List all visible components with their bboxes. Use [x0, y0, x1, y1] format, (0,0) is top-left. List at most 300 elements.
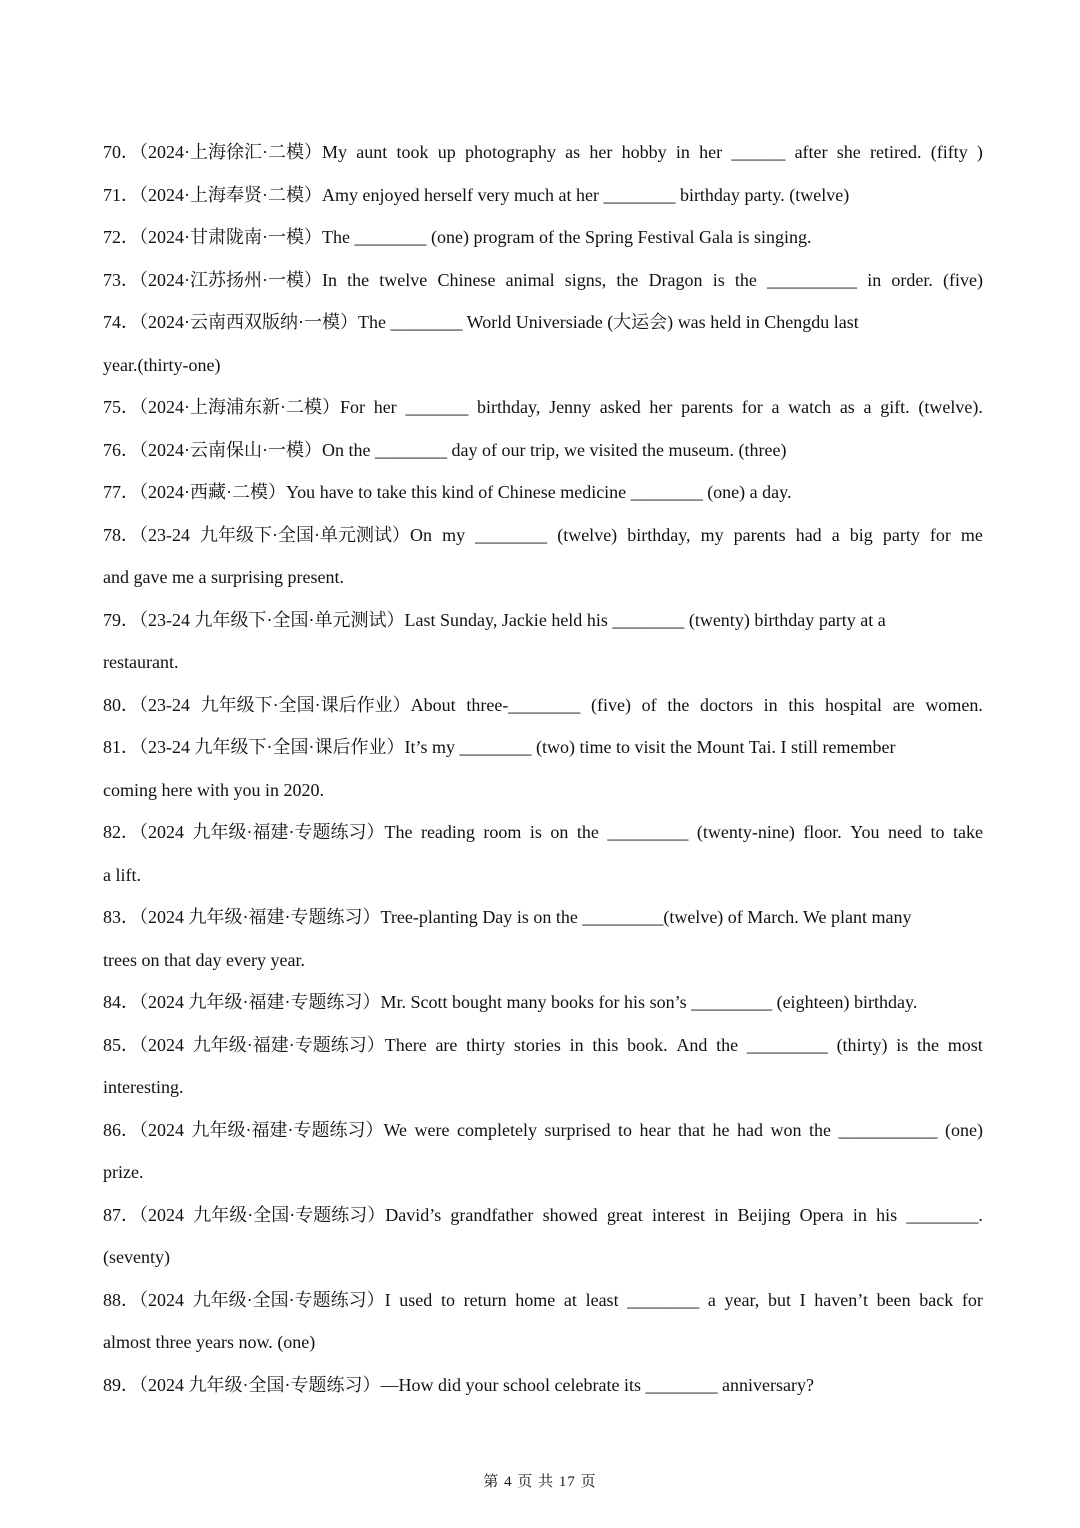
- question-word: ________: [627, 1289, 700, 1310]
- question-word: on: [550, 822, 569, 842]
- question-word: a: [749, 482, 763, 502]
- question-word: of: [538, 227, 559, 247]
- question-word: have: [319, 482, 359, 502]
- question-word: for: [929, 524, 951, 545]
- question-word: coming: [103, 779, 162, 800]
- question-word: need: [887, 822, 922, 842]
- question-word: 75．（2024·上海浦东新·二模）For: [103, 397, 365, 417]
- question-word: Tai.: [748, 737, 781, 757]
- question-word: party: [882, 524, 920, 545]
- question-word: books: [551, 992, 599, 1012]
- question-line: [103, 1024, 983, 1067]
- question-word: on: [533, 907, 556, 927]
- question-word: back: [919, 1289, 954, 1310]
- question-word: bought: [452, 992, 507, 1012]
- question-word: his: [624, 992, 650, 1012]
- question-line: [103, 216, 983, 259]
- question-word: was: [677, 312, 711, 332]
- question-word: at: [563, 1289, 577, 1310]
- question-word: _________(twelve): [582, 907, 728, 927]
- question-word: Mount: [696, 737, 749, 757]
- question-word: remember: [822, 737, 896, 757]
- question-item: [103, 1279, 983, 1364]
- question-word: Beijing: [737, 1204, 791, 1225]
- question-word: hospital: [825, 694, 883, 715]
- question-word: Festival: [637, 227, 699, 247]
- question-word: ________: [630, 482, 708, 502]
- question-word: World: [466, 312, 516, 332]
- question-word: birthday,: [477, 397, 541, 417]
- question-word: me: [960, 524, 983, 545]
- question-word: three: [155, 1332, 196, 1352]
- question-word: gave: [133, 567, 172, 587]
- question-word: (one): [945, 1119, 983, 1140]
- question-word: the: [348, 439, 375, 460]
- question-word: most: [947, 1034, 983, 1055]
- question-word: day.: [762, 482, 792, 502]
- question-item: [103, 811, 983, 896]
- question-item: [103, 1364, 983, 1407]
- question-word: time: [579, 737, 617, 757]
- question-word: 九年级下·全国·单元测试）On: [200, 524, 433, 545]
- question-word: ________.: [906, 1204, 983, 1225]
- question-word: signs,: [564, 269, 607, 290]
- question-line: [103, 1364, 983, 1407]
- question-word: interesting.: [103, 1077, 184, 1097]
- question-word: she: [836, 142, 861, 162]
- question-word: showed: [542, 1204, 598, 1225]
- question-word: many: [506, 992, 552, 1012]
- question-word: her: [649, 397, 673, 417]
- question-word: (fifty: [930, 142, 968, 162]
- question-word: party: [818, 609, 861, 630]
- question-word: Scott: [410, 992, 453, 1012]
- question-word: after: [794, 142, 828, 162]
- question-word: her: [699, 142, 723, 162]
- question-word: now.: [238, 1332, 278, 1352]
- question-word: birthday.: [854, 992, 918, 1012]
- question-word: great: [606, 1204, 643, 1225]
- question-list: [103, 131, 983, 1406]
- question-word: 九年级下·全国·单元测试）Last: [194, 609, 440, 630]
- question-line: [103, 981, 983, 1024]
- question-word: to: [618, 1119, 633, 1140]
- question-item: [103, 216, 983, 259]
- question-word: year.: [270, 949, 305, 970]
- question-word: 80．（23-24: [103, 694, 190, 715]
- question-item: [103, 1194, 983, 1279]
- question-word: at: [558, 184, 576, 205]
- question-word: big: [849, 524, 873, 545]
- question-word: 86．（2024: [103, 1119, 184, 1140]
- question-word: lift.: [115, 864, 141, 885]
- question-word: home: [515, 1289, 556, 1310]
- question-word: (one): [430, 227, 474, 247]
- question-word: her: [589, 142, 613, 162]
- question-line: [103, 131, 983, 174]
- question-word: at: [860, 609, 878, 630]
- question-word: asked: [599, 397, 641, 417]
- question-word: enjoyed: [362, 184, 424, 205]
- question-word: visited: [589, 439, 642, 460]
- question-word: as: [839, 397, 855, 417]
- question-word: the: [667, 694, 690, 715]
- question-word: 九年级·福建·专题练习）There: [192, 1034, 427, 1055]
- question-word: anniversary?: [721, 1374, 814, 1395]
- question-word: his: [586, 609, 613, 630]
- question-word: in: [265, 779, 284, 800]
- question-word: to: [440, 1289, 455, 1310]
- question-word: of: [641, 694, 657, 715]
- question-word: We: [802, 907, 831, 927]
- question-word: 九年级下·全国·课后作业）It’s: [194, 737, 432, 757]
- question-word: his: [876, 1204, 898, 1225]
- question-word: (five): [943, 269, 983, 290]
- question-word: celebrate: [554, 1374, 624, 1395]
- question-word: in: [569, 1034, 584, 1055]
- question-word: son’s: [649, 992, 692, 1012]
- question-word: used: [399, 1289, 433, 1310]
- question-line: [103, 301, 983, 344]
- question-word: Day: [482, 907, 517, 927]
- question-word: in: [867, 269, 882, 290]
- question-line: [103, 1236, 983, 1279]
- question-word: is: [896, 1034, 909, 1055]
- question-word: for: [741, 397, 763, 417]
- question-word: completely: [457, 1119, 537, 1140]
- question-word: parents: [681, 397, 734, 417]
- question-word: and: [103, 567, 134, 587]
- question-line: [103, 599, 983, 642]
- question-word: a: [877, 609, 886, 630]
- question-word: is: [529, 822, 542, 842]
- question-word: many: [871, 907, 912, 927]
- question-line: [103, 471, 983, 514]
- question-word: that: [163, 949, 196, 970]
- question-word: been: [876, 1289, 911, 1310]
- question-item: [103, 301, 983, 386]
- question-word: the: [616, 269, 639, 290]
- question-word: photography: [464, 142, 556, 162]
- question-word: the: [734, 269, 757, 290]
- question-word: (大运会): [607, 312, 678, 332]
- question-word: ___________: [838, 1119, 938, 1140]
- question-word: order.: [891, 269, 933, 290]
- question-word: held: [710, 312, 746, 332]
- question-word: 2020.: [283, 779, 325, 800]
- question-word: of: [727, 907, 748, 927]
- question-word: 77．（2024·西藏·二模）You: [103, 482, 320, 502]
- question-word: 九年级·全国·专题练习）David’s: [193, 1204, 442, 1225]
- question-word: that: [678, 1119, 705, 1140]
- question-word: years: [195, 1332, 239, 1352]
- question-word: day: [195, 949, 226, 970]
- question-word: are: [435, 1034, 458, 1055]
- question-word: ________: [645, 1374, 722, 1395]
- question-word: party.: [744, 184, 790, 205]
- question-word: 78．（23-24: [103, 524, 190, 545]
- question-word: day: [451, 439, 482, 460]
- question-word: up: [437, 142, 456, 162]
- question-word: ________: [475, 524, 548, 545]
- question-word: And: [676, 1034, 708, 1055]
- question-word: herself: [423, 184, 478, 205]
- question-word: won: [770, 1119, 802, 1140]
- question-word: for: [598, 992, 625, 1012]
- question-word: very: [477, 184, 514, 205]
- question-word: its: [623, 1374, 646, 1395]
- question-word: I: [780, 737, 791, 757]
- question-word: 九年级·福建·专题练习）Mr.: [188, 992, 411, 1012]
- question-line: [103, 726, 983, 769]
- question-word: (thirty): [836, 1034, 888, 1055]
- question-word: reading: [420, 822, 475, 842]
- question-word: the: [809, 1119, 831, 1140]
- question-word: singing.: [753, 227, 812, 247]
- question-line: [103, 641, 983, 684]
- question-word: in: [714, 1204, 729, 1225]
- question-word: medicine: [560, 482, 631, 502]
- question-word: least: [585, 1289, 619, 1310]
- question-word: surprised: [544, 1119, 611, 1140]
- question-word: kind: [441, 482, 479, 502]
- question-word: hobby: [621, 142, 667, 162]
- question-word: animal: [505, 269, 555, 290]
- question-word: (twenty): [688, 609, 755, 630]
- question-word: 83．（2024: [103, 907, 189, 927]
- question-word: the: [670, 737, 697, 757]
- question-word: Opera: [799, 1204, 844, 1225]
- question-word: take: [376, 482, 412, 502]
- question-line: [103, 514, 983, 557]
- question-word: (twelve).: [918, 397, 983, 417]
- question-word: we: [564, 439, 590, 460]
- question-line: [103, 1151, 983, 1194]
- question-word: 81．（23-24: [103, 737, 195, 757]
- question-word: three-________: [466, 694, 581, 715]
- question-word: is: [712, 269, 725, 290]
- question-word: the: [558, 227, 585, 247]
- question-word: stories: [513, 1034, 561, 1055]
- question-word: (eighteen): [776, 992, 855, 1012]
- question-line: [103, 1321, 983, 1364]
- question-word: did: [438, 1374, 466, 1395]
- question-word: doctors: [699, 694, 753, 715]
- question-word: is: [737, 227, 754, 247]
- question-word: 九年级·全国·专题练习）—How: [188, 1374, 438, 1395]
- question-word: take: [952, 822, 983, 842]
- question-word: here: [161, 779, 197, 800]
- question-line: [103, 1194, 983, 1237]
- question-word: 九年级·福建·专题练习）The: [192, 822, 413, 842]
- question-word: parents: [733, 524, 786, 545]
- question-word: 76．（2024·云南保山·一模）On: [103, 439, 349, 460]
- question-word: the: [347, 269, 370, 290]
- question-word: every: [225, 949, 271, 970]
- question-item: [103, 896, 983, 981]
- question-line: [103, 1109, 983, 1152]
- question-word: Spring: [584, 227, 638, 247]
- question-word: had: [737, 1119, 763, 1140]
- question-item: [103, 471, 983, 514]
- question-line: [103, 896, 983, 939]
- question-word: 74．（2024·云南西双版纳·一模）The: [103, 312, 391, 332]
- page-footer: 第 4 页 共 17 页: [483, 1474, 597, 1490]
- question-word: a: [707, 1289, 716, 1310]
- question-item: [103, 174, 983, 217]
- question-word: floor.: [803, 822, 842, 842]
- question-word: plant: [831, 907, 872, 927]
- question-word: year,: [724, 1289, 760, 1310]
- question-word: _________: [607, 822, 689, 842]
- question-word: (twelve): [789, 184, 850, 205]
- question-word: Jenny: [549, 397, 592, 417]
- question-item: [103, 684, 983, 727]
- question-word: birthday: [679, 184, 745, 205]
- question-word: Jackie: [501, 609, 552, 630]
- question-word: 87．（2024: [103, 1204, 184, 1225]
- question-word: 九年级·全国·专题练习）I: [192, 1289, 391, 1310]
- question-word: You: [850, 822, 880, 842]
- question-word: (one): [707, 482, 750, 502]
- question-line: [103, 386, 983, 429]
- question-word: this: [788, 694, 815, 715]
- question-word: this: [411, 482, 442, 502]
- question-line: [103, 556, 983, 599]
- question-word: your: [465, 1374, 504, 1395]
- question-line: [103, 769, 983, 812]
- question-word: 70．（2024·上海徐汇·二模）My: [103, 142, 347, 162]
- question-word: watch: [788, 397, 832, 417]
- question-word: (two): [536, 737, 580, 757]
- question-word: (twenty-nine): [696, 822, 795, 842]
- question-word: still: [790, 737, 823, 757]
- question-word: twelve: [379, 269, 428, 290]
- question-word: room: [483, 822, 522, 842]
- question-line: [103, 1066, 983, 1109]
- question-word: Chinese: [437, 269, 496, 290]
- question-word: but: [767, 1289, 791, 1310]
- question-word: I: [799, 1289, 806, 1310]
- question-word: March.: [747, 907, 803, 927]
- question-word: restaurant.: [103, 652, 179, 672]
- question-word: 72．（2024·甘肃陇南·一模）The: [103, 227, 355, 247]
- question-word: (one): [277, 1332, 316, 1352]
- question-word: held: [551, 609, 587, 630]
- question-word: the: [576, 822, 599, 842]
- question-item: [103, 599, 983, 684]
- question-word: school: [503, 1374, 555, 1395]
- question-word: ______: [731, 142, 786, 162]
- question-word: trip,: [530, 439, 564, 460]
- question-word: interest: [652, 1204, 705, 1225]
- question-word: are: [892, 694, 915, 715]
- question-line: [103, 854, 983, 897]
- question-word: he: [712, 1119, 730, 1140]
- question-word: Universiade: [515, 312, 608, 332]
- question-line: [103, 259, 983, 302]
- question-word: birthday: [754, 609, 819, 630]
- question-word: me: [171, 567, 199, 587]
- question-word: (three): [738, 439, 787, 460]
- question-word: 88．（2024: [103, 1289, 184, 1310]
- question-word: (twelve): [557, 524, 618, 545]
- question-word: ________: [603, 184, 680, 205]
- question-word: on: [141, 949, 164, 970]
- question-word: the: [555, 907, 583, 927]
- question-item: [103, 981, 983, 1024]
- question-word: the: [642, 439, 669, 460]
- question-word: (five): [590, 694, 631, 715]
- question-line: [103, 429, 983, 472]
- question-word: Dragon: [648, 269, 703, 290]
- question-word: prize.: [103, 1162, 144, 1182]
- question-word: haven’t: [814, 1289, 868, 1310]
- question-word: were: [414, 1119, 450, 1140]
- question-word: ________: [375, 439, 452, 460]
- question-word: (seventy): [103, 1247, 170, 1267]
- question-word: her: [373, 397, 397, 417]
- question-word: museum.: [668, 439, 739, 460]
- question-word: her: [575, 184, 604, 205]
- question-word: retired.: [870, 142, 922, 162]
- question-item: [103, 131, 983, 174]
- question-word: a: [103, 864, 116, 885]
- question-word: to: [930, 822, 945, 842]
- question-word: present.: [287, 567, 344, 587]
- question-word: hear: [639, 1119, 671, 1140]
- question-word: year.(thirty-one): [103, 354, 221, 375]
- question-word: my: [442, 524, 466, 545]
- question-word: _______: [405, 397, 469, 417]
- question-word: women.: [925, 694, 983, 715]
- question-line: [103, 174, 983, 217]
- question-word: ________: [612, 609, 689, 630]
- question-word: a: [771, 397, 780, 417]
- question-word: to: [616, 737, 635, 757]
- question-item: [103, 259, 983, 302]
- question-word: of: [478, 482, 498, 502]
- question-word: grandfather: [450, 1204, 534, 1225]
- question-word: in: [852, 1204, 867, 1225]
- question-word: Chinese: [497, 482, 561, 502]
- question-word: aunt: [356, 142, 388, 162]
- question-word: ________: [459, 737, 537, 757]
- question-item: [103, 386, 983, 429]
- question-word: is: [516, 907, 534, 927]
- question-word: gift.: [880, 397, 910, 417]
- question-word: the: [917, 1034, 940, 1055]
- question-word: 89．（2024: [103, 1374, 189, 1395]
- question-word: almost: [103, 1332, 156, 1352]
- question-word: with: [196, 779, 234, 800]
- question-line: [103, 939, 983, 982]
- question-word: 九年级·福建·专题练习）Tree-planting: [188, 907, 483, 927]
- question-word: of: [482, 439, 502, 460]
- question-word: visit: [634, 737, 671, 757]
- question-word: 九年级·福建·专题练习）We: [191, 1119, 408, 1140]
- question-word: my: [700, 524, 724, 545]
- question-word: __________: [767, 269, 858, 290]
- question-word: last: [833, 312, 859, 332]
- question-word: 73．（2024·江苏扬州·一模）In: [103, 269, 337, 290]
- question-word: in: [745, 312, 765, 332]
- question-word: this: [592, 1034, 619, 1055]
- question-word: book.: [627, 1034, 668, 1055]
- question-word: as: [565, 142, 581, 162]
- question-word: 79．（23-24: [103, 609, 195, 630]
- question-word: surprising: [210, 567, 288, 587]
